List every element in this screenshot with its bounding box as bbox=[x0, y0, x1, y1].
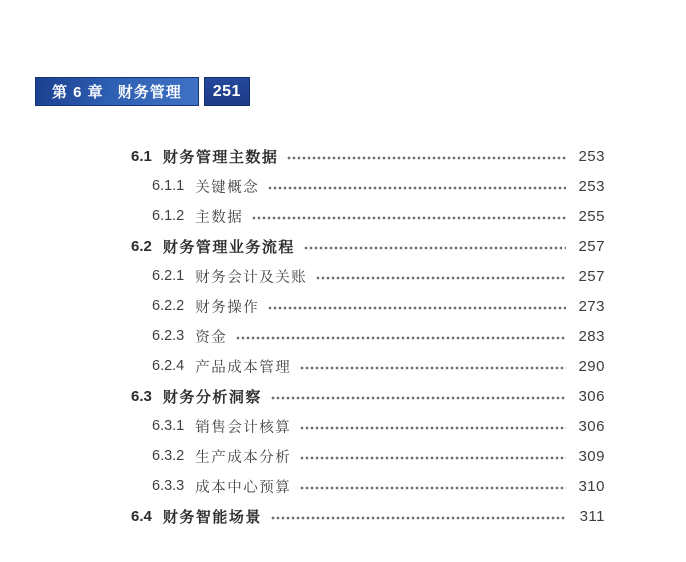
toc-entry-page: 310 bbox=[578, 477, 605, 495]
toc-dot-leader bbox=[268, 186, 566, 190]
toc-dot-leader bbox=[300, 366, 566, 370]
toc-entry-title: 生产成本分析 bbox=[195, 449, 292, 466]
toc-dot-leader bbox=[236, 336, 566, 340]
chapter-page-number: 251 bbox=[212, 82, 241, 100]
toc-entry bbox=[131, 141, 605, 171]
toc-dot-leader bbox=[252, 216, 566, 220]
toc-entry bbox=[131, 411, 605, 441]
toc-entry-title: 财务操作 bbox=[195, 299, 260, 316]
toc-entry-number: 6.2.2 bbox=[152, 298, 185, 314]
toc-entry-page: 255 bbox=[578, 207, 605, 225]
toc-entry-number: 6.2 bbox=[131, 237, 152, 255]
toc-entry-number: 6.2.3 bbox=[152, 328, 185, 344]
toc-entry-number: 6.1.2 bbox=[152, 208, 185, 224]
toc-entry-page: 283 bbox=[578, 327, 605, 345]
toc-entry-title: 财务管理业务流程 bbox=[162, 238, 295, 256]
toc-entry bbox=[131, 471, 605, 501]
chapter-header bbox=[35, 77, 250, 106]
toc-entry bbox=[131, 381, 605, 411]
toc-entry-page: 311 bbox=[579, 507, 605, 525]
toc-entry bbox=[131, 441, 605, 471]
toc-entry-title: 主数据 bbox=[195, 209, 244, 226]
toc-entry-page: 257 bbox=[578, 267, 605, 285]
toc-entry-page: 257 bbox=[578, 237, 605, 255]
chapter-title: 财务管理 bbox=[117, 84, 182, 101]
toc-entry-number: 6.1.1 bbox=[152, 178, 185, 194]
toc-entry-title: 产品成本管理 bbox=[195, 359, 292, 376]
toc-entry bbox=[131, 351, 605, 381]
toc-dot-leader bbox=[271, 396, 566, 400]
toc-entry-page: 253 bbox=[578, 177, 605, 195]
toc-entry-title: 销售会计核算 bbox=[195, 419, 292, 436]
toc-entry-number: 6.3.2 bbox=[152, 448, 185, 464]
toc-dot-leader bbox=[287, 156, 566, 160]
toc-dot-leader bbox=[271, 516, 566, 520]
toc-dot-leader bbox=[304, 246, 566, 250]
chapter-label: 第 6 章 bbox=[52, 84, 104, 101]
toc-entry-page: 309 bbox=[578, 447, 605, 465]
toc-entry bbox=[131, 231, 605, 261]
toc-dot-leader bbox=[300, 486, 566, 490]
toc-entry-title: 资金 bbox=[195, 329, 228, 346]
toc-entry-title: 财务管理主数据 bbox=[162, 148, 279, 166]
toc-entry bbox=[131, 291, 605, 321]
toc-dot-leader bbox=[268, 306, 566, 310]
toc-entry bbox=[131, 261, 605, 291]
toc-entry-title: 成本中心预算 bbox=[195, 479, 292, 496]
toc-dot-leader bbox=[300, 456, 566, 460]
toc-entry bbox=[131, 201, 605, 231]
toc-entry bbox=[131, 501, 605, 531]
toc-dot-leader bbox=[300, 426, 566, 430]
toc-entry-page: 273 bbox=[578, 297, 605, 315]
toc-list bbox=[131, 141, 605, 531]
toc-entry-number: 6.2.4 bbox=[152, 358, 185, 374]
chapter-page-number-box bbox=[204, 77, 250, 106]
toc-entry-number: 6.2.1 bbox=[152, 268, 185, 284]
toc-entry-number: 6.3.1 bbox=[152, 418, 185, 434]
toc-entry-page: 290 bbox=[578, 357, 605, 375]
toc-entry-page: 306 bbox=[578, 387, 605, 405]
toc-entry-number: 6.4 bbox=[131, 507, 152, 525]
toc-entry-title: 财务智能场景 bbox=[162, 508, 262, 526]
toc-entry-page: 253 bbox=[578, 147, 605, 165]
toc-entry-number: 6.3.3 bbox=[152, 478, 185, 494]
toc-entry-title: 财务会计及关账 bbox=[195, 269, 308, 286]
toc-entry-number: 6.3 bbox=[131, 387, 152, 405]
toc-entry-title: 财务分析洞察 bbox=[162, 388, 262, 406]
toc-entry bbox=[131, 171, 605, 201]
toc-entry-title: 关键概念 bbox=[195, 179, 260, 196]
toc-entry-number: 6.1 bbox=[131, 147, 152, 165]
toc-entry-page: 306 bbox=[578, 417, 605, 435]
toc-dot-leader bbox=[316, 276, 566, 280]
chapter-title-box bbox=[35, 77, 199, 106]
toc-entry bbox=[131, 321, 605, 351]
